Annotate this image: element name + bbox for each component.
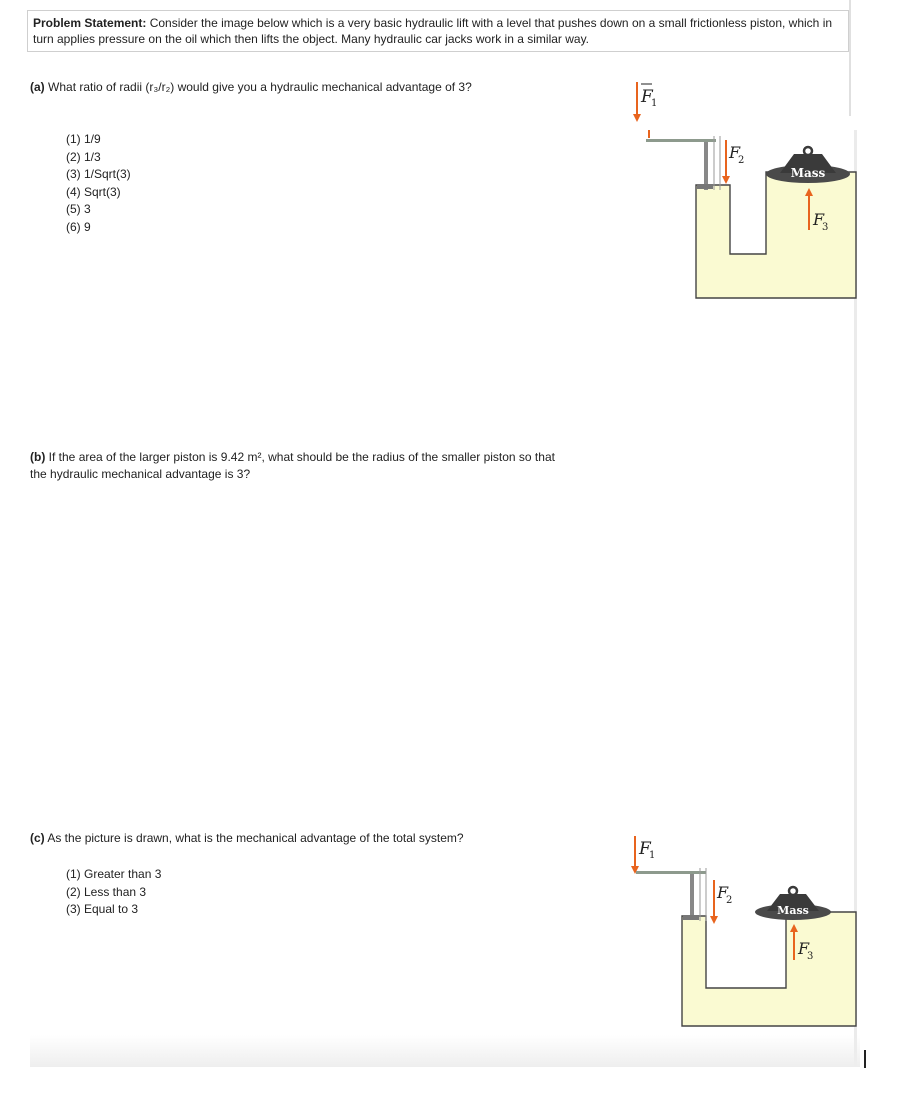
question-a-options: [66, 131, 131, 236]
option-a-1[interactable]: (1) 1/9: [66, 132, 101, 146]
f1-label: F: [639, 839, 651, 859]
f2-label: F: [729, 143, 741, 162]
option-c-1[interactable]: (1) Greater than 3: [66, 867, 162, 881]
f3-label: F: [798, 939, 810, 958]
option-a-6[interactable]: (6) 9: [66, 219, 91, 234]
mass-label: Mass: [790, 166, 826, 180]
option-a-3[interactable]: (3) 1/Sqrt(3): [66, 167, 131, 181]
oil-container: [682, 912, 856, 1026]
hydraulic-lift-diagram-c: [626, 826, 858, 1032]
problem-label: Problem Statement:: [33, 16, 147, 30]
option-a-2[interactable]: (2) 1/3: [66, 149, 101, 164]
option-a-4[interactable]: (4) Sqrt(3): [66, 184, 121, 199]
f3-label: F: [813, 210, 825, 229]
f1-subscript: 1: [651, 98, 658, 109]
question-a: [30, 80, 472, 94]
lever: [646, 139, 716, 142]
f1-label: F: [641, 87, 653, 107]
text-cursor: [864, 1050, 866, 1068]
question-b-text-line2: the hydraulic mechanical advantage is 3?: [30, 467, 251, 481]
problem-text: Consider the image below which is a very basic hydraulic lift with a level that pushes down on a small frictionless piston, which in turn applies pressure on the oil which then lifts the object. Many hydraulic car jacks work in a similar way.: [33, 16, 833, 46]
f3-subscript: 3: [807, 951, 814, 962]
question-a-text: What ratio of radii (r₃/r₂) would give you a hydraulic mechanical advantage of 3?: [48, 80, 472, 94]
option-a-5[interactable]: (5) 3: [66, 202, 91, 216]
small-piston-rod: [704, 142, 708, 190]
mass-label: Mass: [777, 904, 809, 917]
oil-container: [696, 172, 856, 298]
small-piston: [683, 915, 699, 920]
question-c: [30, 831, 464, 845]
question-c-label: (c): [30, 831, 45, 845]
f1-arrowhead: [633, 114, 641, 122]
small-piston: [697, 184, 713, 189]
question-b: [30, 449, 555, 483]
question-b-label: (b): [30, 450, 46, 464]
question-b-text-line1: If the area of the larger piston is 9.42 m², what should be the radius of the smaller piston so that: [48, 450, 555, 464]
option-c-2[interactable]: (2) Less than 3: [66, 884, 147, 899]
option-c-3[interactable]: (3) Equal to 3: [66, 902, 139, 916]
page-bottom-fade: [30, 1035, 860, 1067]
hydraulic-lift-diagram-a: [628, 70, 858, 302]
question-c-options: [66, 866, 161, 919]
f1-subscript: 1: [649, 850, 656, 861]
problem-statement: [27, 10, 849, 52]
small-piston-rod: [690, 874, 694, 920]
question-a-label: (a): [30, 80, 45, 94]
f3-subscript: 3: [822, 222, 829, 233]
f2-subscript: 2: [738, 155, 745, 166]
f2-subscript: 2: [726, 895, 733, 906]
question-c-text: As the picture is drawn, what is the mechanical advantage of the total system?: [47, 831, 464, 845]
lever: [636, 871, 706, 874]
f2-label: F: [717, 883, 729, 902]
